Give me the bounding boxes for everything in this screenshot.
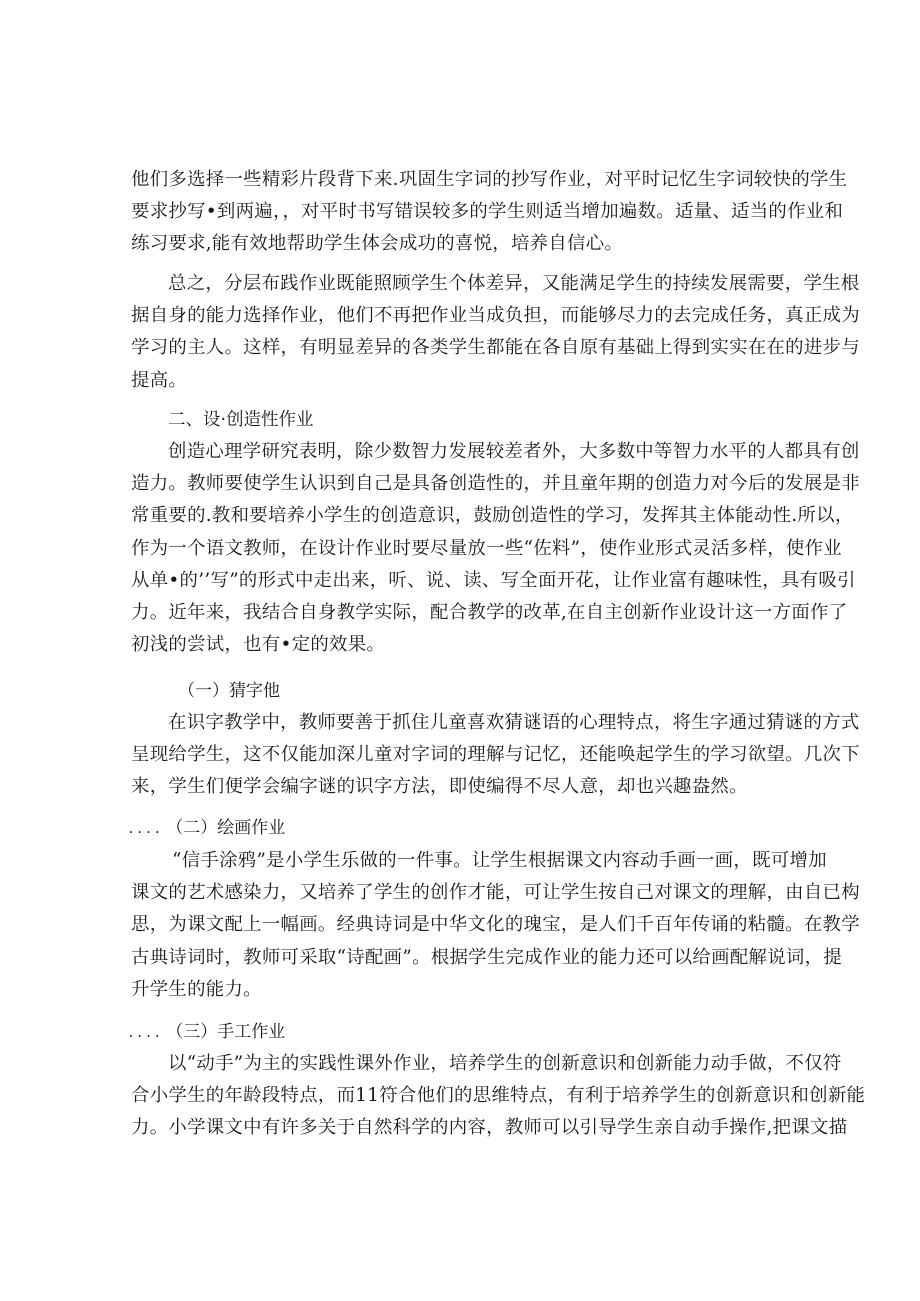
text-line: 力。小学课文中有许多关于自然科学的内容，教师可以引导学生亲自动手操作,把课文描 [131,1117,848,1139]
section-heading-creative-homework: 二、设·创造性作业 [168,410,314,430]
text-line: 以“动手”为主的实践性课外作业，培养学生的创新意识和创新能力动手做，不仅符 [168,1053,842,1074]
text-line: 来，学生们便学会编字谜的识字方法，即使编得不尽人意，却也兴趣盎然。 [131,776,748,798]
text-line: 创造心理学研究表明，除少数智力发展较差者外，大多数中等智力水平的人都具有创 [168,441,860,462]
text-line: 升学生的能力。 [131,978,262,1000]
paragraph-handcraft [131,1048,866,1145]
subheading-handcraft-label: （三）手工作业 [166,1022,286,1042]
leader-dots: .... [127,822,163,837]
paragraph-copying-homework [131,164,848,261]
text-line: 据自身的能力选择作业，他们不再把作业当成负担，而能够尽力的去完成任务，真正成为 [131,305,860,327]
text-line: 学习的主人。这样，有明显差异的各类学生都能在各自原有基础上得到实实在在的进步与 [131,337,860,359]
text-line: 常重要的.教和要培养小学生的创造意识，鼓励创造性的学习，发挥其主体能动性.所以， [131,505,854,527]
subheading-handcraft [127,1020,285,1046]
text-line: “信手涂鸦”是小学生乐做的一件事。让学生根据课文内容动手画一画，既可增加 [172,850,827,871]
text-line: 提高。 [131,369,188,391]
paragraph-summary [131,268,860,397]
paragraph-drawing [131,845,860,1006]
text-line: 作为一个语文教师，在设计作业时要尽量放一些“佐料”，使作业形式灵活多样，使作业 [131,537,842,559]
paragraph-riddle [131,707,860,804]
paragraph-creativity [131,436,860,661]
text-line: 呈现给学生，这不仅能加深儿童对字词的理解与记忆，还能唤起学生的学习欲望。几次下 [131,744,860,766]
text-line: 思，为课文配上一幅画。经典诗词是中华文化的瑰宝，是人们千百年传诵的粘髓。在教学 [131,914,860,936]
text-line: 他们多选择一些精彩片段背下来.巩固生字词的抄写作业，对平时记忆生字词较快的学生 [131,169,848,190]
text-line: 初浅的尝试，也有•定的效果。 [131,634,386,656]
subheading-riddle: （一）猜字他 [178,681,280,701]
text-line: 合小学生的年龄段特点，而11符合他们的思维特点，有利于培养学生的创新意识和创新能 [131,1085,866,1107]
text-line: 从单•的’’写”的形式中走出来，听、说、读、写全面开花，让作业富有趣味性，具有吸引 [131,569,856,591]
text-line: 要求抄写•到两遍，，对平时书写错误较多的学生则适当增加遍数。适量、适当的作业和 [131,201,844,223]
leader-dots: .... [127,1026,163,1041]
text-line: 练习要求,能有效地帮助学生体会成功的喜悦，培养自信心。 [131,233,624,255]
text-line: 造力。教师要使学生认识到自己是具备创造性的，并且童年期的创造力对今后的发展是非 [131,473,860,495]
text-line: 古典诗词时，教师可采取“诗配画”。根据学生完成作业的能力还可以给画配解说词，提 [131,946,842,968]
text-line: 在识字教学中，教师要善于抓住儿童喜欢猜谜语的心理特点，将生字通过猜谜的方式 [168,712,860,733]
subheading-drawing [127,816,285,842]
subheading-drawing-label: （二）绘画作业 [166,818,286,838]
text-line: 力。近年来，我结合自身教学实际，配合教学的改革,在自主创新作业设计这一方面作了 [131,601,848,623]
text-line: 课文的艺术感染力，又培养了学生的创作才能，可让学生按自己对课文的理解，由自已构 [131,882,860,904]
text-line: 总之，分层布践作业既能照顾学生个体差异，又能满足学生的持续发展需要，学生根 [168,273,860,294]
